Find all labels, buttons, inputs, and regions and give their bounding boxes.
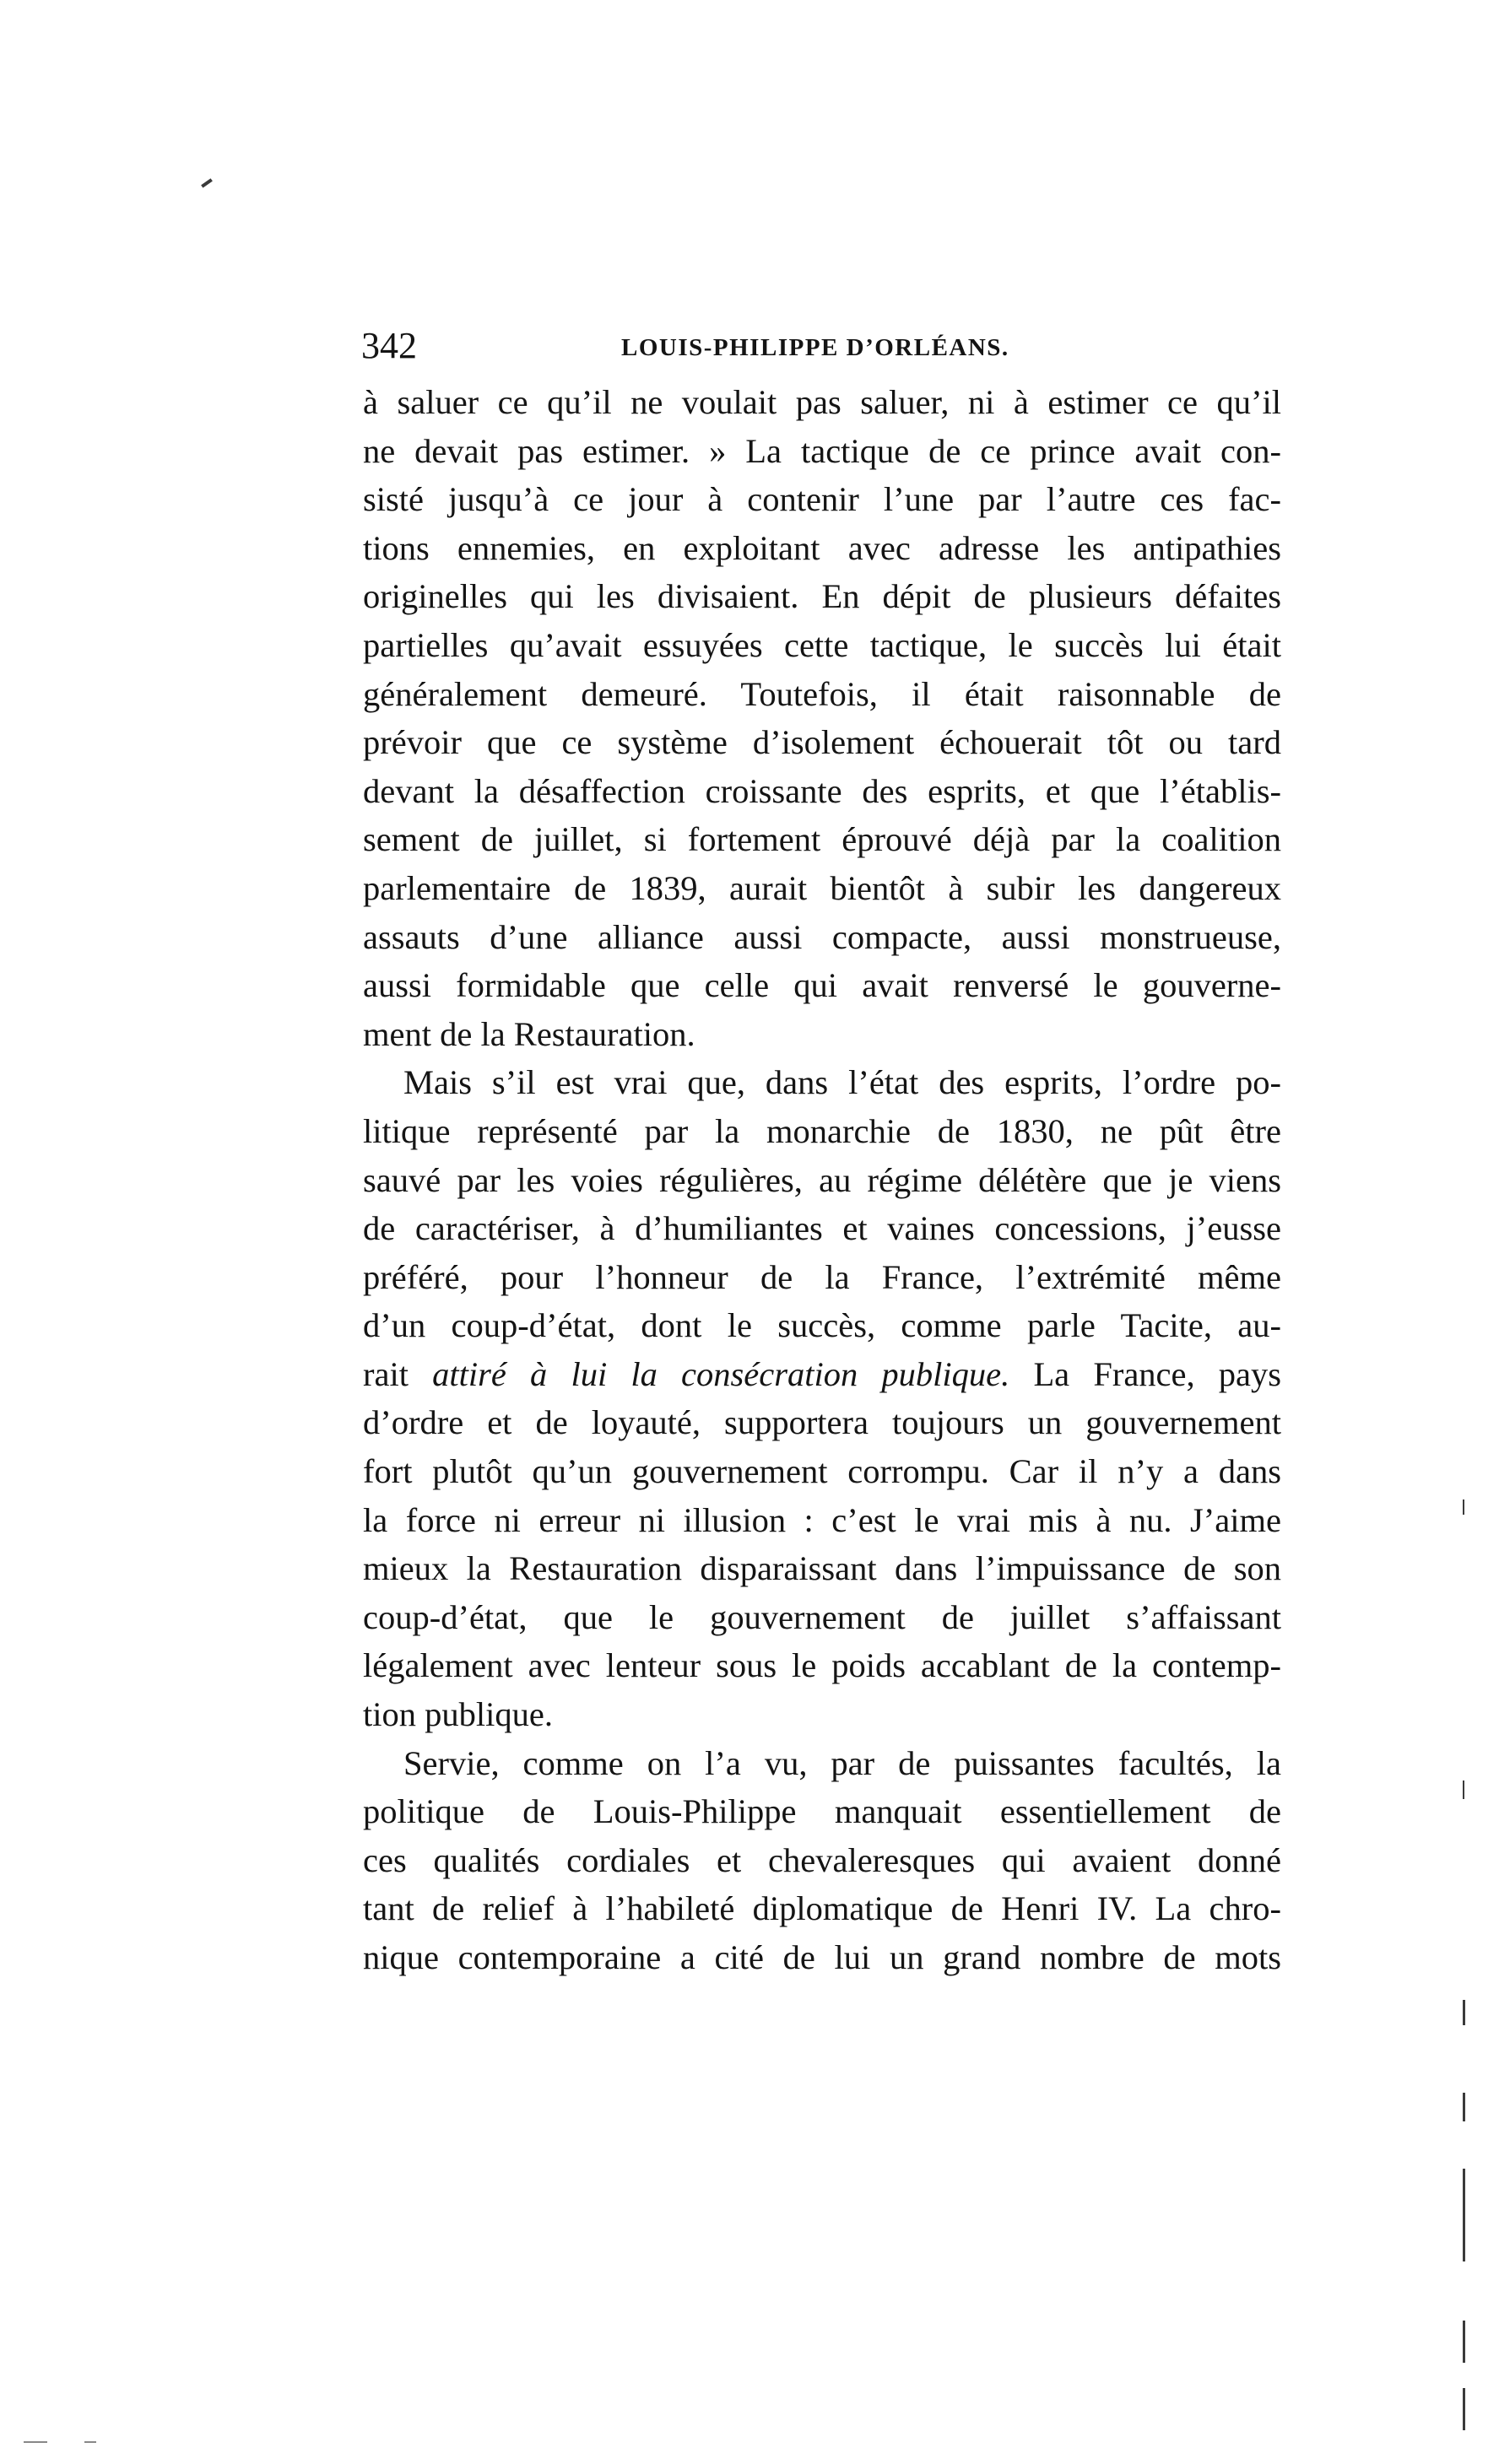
text-line: d’ordre et de loyauté, supportera toujours un gouvernement [363,1403,1281,1442]
text-line: devant la désaffection croissante des esprits, et que l’établis- [363,771,1281,810]
scan-edge-mark [1463,2169,1465,2261]
scan-bottom-mark [24,2441,47,2443]
text-line: généralement demeuré. Toutefois, il était raisonnable de [363,674,1281,713]
text-line: coup-d’état, que le gouvernement de juillet s’affaissant [363,1597,1281,1636]
scan-bottom-mark [84,2441,96,2443]
page-header [361,321,1281,371]
scan-edge-mark [1463,1499,1464,1515]
text-line: Mais s’il est vrai que, dans l’état des esprits, l’ordre po- [403,1063,1281,1102]
scan-edge-mark [1463,2000,1465,2025]
running-title: LOUIS-PHILIPPE D’ORLÉANS. [621,334,1009,361]
text-segment: La France, pays [1033,1354,1282,1393]
text-line: partielles qu’avait essuyées cette tactique, le succès lui était [363,625,1281,664]
text-line: sisté jusqu’à ce jour à contenir l’une par l’autre ces fac- [363,480,1281,519]
text-segment: rait [363,1354,409,1393]
text-line: à saluer ce qu’il ne voulait pas saluer, ni à estimer ce qu’il [363,383,1281,421]
text-line: fort plutôt qu’un gouvernement corrompu. Car il n’y a dans [363,1452,1281,1491]
scan-edge-mark [1463,2321,1465,2363]
text-line: ces qualités cordiales et chevaleresques qui avaient donné [363,1840,1281,1879]
scan-speck [201,178,213,187]
scan-edge-mark [1463,2093,1465,2121]
text-line: politique de Louis-Philippe manquait essentiellement de [363,1792,1281,1831]
text-line: litique représenté par la monarchie de 1830, ne pût être [363,1111,1281,1150]
text-line: assauts d’une alliance aussi compacte, aussi monstrueuse, [363,917,1281,956]
text-line: de caractériser, à d’humiliantes et vaines concessions, j’eusse [363,1209,1281,1248]
text-line: aussi formidable que celle qui avait renversé le gouverne- [363,966,1281,1005]
text-line: mieux la Restauration disparaissant dans l’impuissance de son [363,1549,1281,1588]
text-line-mixed [363,1350,1281,1399]
scan-edge-mark [1463,1780,1464,1799]
text-line: originelles qui les divisaient. En dépit de plusieurs défaites [363,577,1281,616]
text-line: parlementaire de 1839, aurait bientôt à subir les dangereux [363,868,1281,907]
text-line: sement de juillet, si fortement éprouvé déjà par la coalition [363,820,1281,859]
text-line: tions ennemies, en exploitant avec adresse les antipathies [363,528,1281,567]
scan-edge-mark [1463,2388,1465,2430]
text-line: Servie, comme on l’a vu, par de puissantes facultés, la [403,1743,1281,1782]
text-line: prévoir que ce système d’isolement échouerait tôt ou tard [363,723,1281,762]
text-line: sauvé par les voies régulières, au régime délétère que je viens [363,1160,1281,1199]
page-number: 342 [361,325,417,366]
text-line: ne devait pas estimer. » La tactique de ce prince avait con- [363,431,1281,470]
body-text [363,378,1281,1982]
text-line: nique contemporaine a cité de lui un grand nombre de mots [363,1938,1281,1976]
text-line: la force ni erreur ni illusion : c’est le vrai mis à nu. J’aime [363,1500,1281,1539]
text-line: d’un coup-d’état, dont le succès, comme parle Tacite, au- [363,1306,1281,1345]
text-line: tant de relief à l’habileté diplomatique de Henri IV. La chro- [363,1889,1281,1928]
text-line: préféré, pour l’honneur de la France, l’extrémité même [363,1257,1281,1296]
italic-quotation: attiré à lui la consécration publique. [432,1354,1010,1393]
text-line: légalement avec lenteur sous le poids accablant de la contemp- [363,1646,1281,1685]
text-line: ment de la Restauration. [363,1014,695,1053]
text-line: tion publique. [363,1695,553,1734]
